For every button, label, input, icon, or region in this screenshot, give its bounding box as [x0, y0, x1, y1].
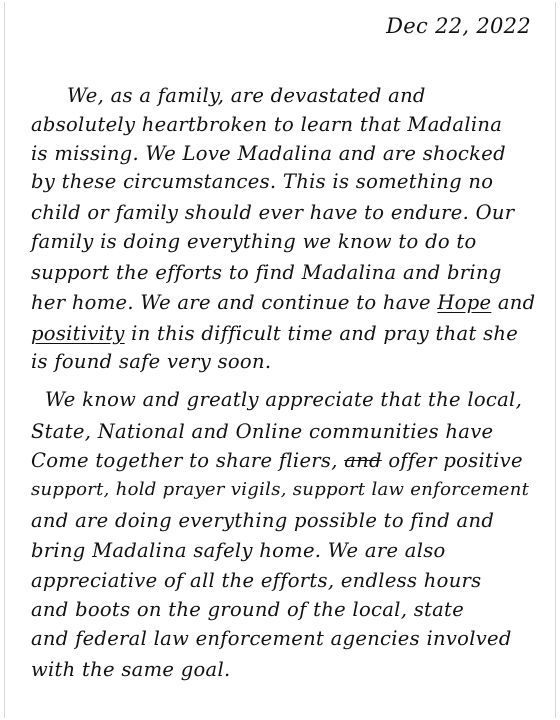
letter-line: We, as a family, are devastated and: [67, 84, 426, 107]
letter-line: and boots on the ground of the local, state: [31, 598, 465, 621]
letter-line: is missing. We Love Madalina and are shocked: [31, 142, 506, 165]
letter-line: with the same goal.: [31, 658, 231, 681]
letter-date: Dec 22, 2022: [386, 14, 531, 38]
letter-line: and are doing everything possible to find and: [31, 509, 495, 532]
letter-line: support the efforts to find Madalina and bring: [31, 261, 502, 284]
letter-line: [31, 291, 535, 314]
letter-line: family is doing everything we know to do to: [31, 230, 477, 253]
letter-line: by these circumstances. This is something no: [31, 170, 494, 193]
letter-line: [31, 322, 518, 345]
letter-line-text: her home. We are and continue to have: [31, 291, 431, 314]
underlined-and: and: [497, 291, 536, 314]
letter-page: [4, 2, 556, 718]
underlined-positivity: positivity: [31, 322, 125, 345]
letter-line: appreciative of all the efforts, endless hours: [31, 569, 482, 592]
letter-line: We know and greatly appreciate that the local,: [45, 388, 523, 411]
letter-line-text: in this difficult time and pray that she: [131, 322, 519, 345]
letter-line: absolutely heartbroken to learn that Madalina: [31, 113, 503, 136]
letter-line: and federal law enforcement agencies involved: [31, 627, 512, 650]
letter-line: support, hold prayer vigils, support law enforcement: [31, 479, 530, 500]
letter-line: State, National and Online communities have: [31, 420, 494, 443]
letter-line-text: Come together to share fliers,: [31, 449, 338, 472]
letter-line: [31, 449, 523, 472]
underlined-hope: Hope: [437, 291, 492, 314]
letter-line: is found safe very soon.: [31, 350, 272, 373]
struck-word: and: [344, 449, 382, 472]
letter-line-text: offer positive: [388, 449, 523, 472]
letter-line: bring Madalina safely home. We are also: [31, 539, 446, 562]
letter-line: child or family should ever have to endure. Our: [31, 201, 515, 224]
